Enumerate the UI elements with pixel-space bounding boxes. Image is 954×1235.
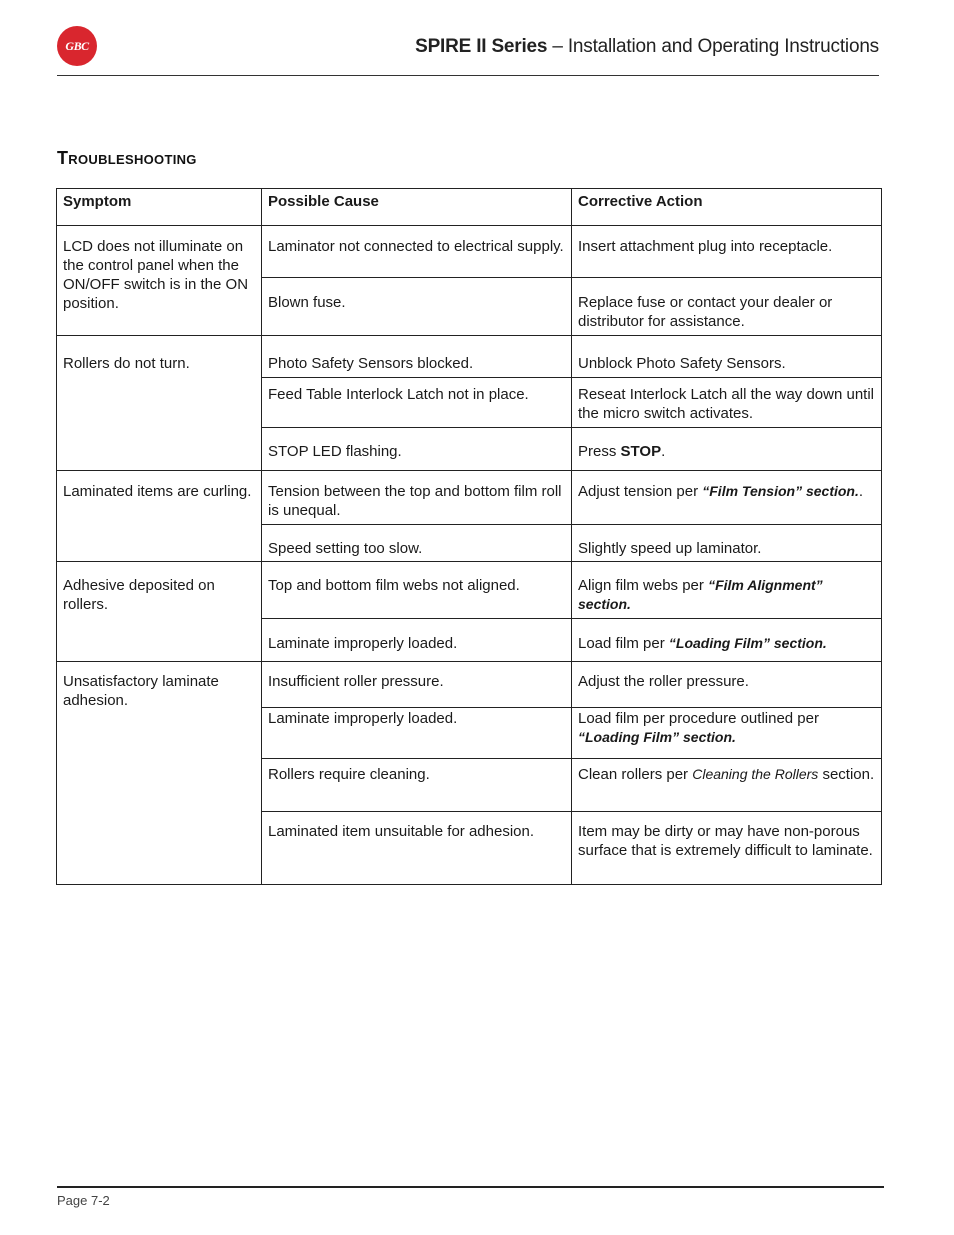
action-cell bbox=[572, 759, 882, 812]
action-text: Load film per bbox=[578, 635, 669, 652]
cause-cell: Laminated item unsuitable for adhesion. bbox=[262, 812, 572, 885]
action-text: . bbox=[661, 443, 666, 460]
action-cell: Replace fuse or contact your dealer or distributor for assistance. bbox=[572, 278, 882, 336]
cause-cell: Feed Table Interlock Latch not in place. bbox=[262, 378, 572, 428]
action-cell: Unblock Photo Safety Sensors. bbox=[572, 336, 882, 378]
section-reference: Cleaning the Rollers bbox=[692, 766, 819, 782]
action-text: Load film per procedure outlined per bbox=[578, 710, 819, 727]
action-text: Clean rollers per bbox=[578, 766, 693, 783]
action-cell bbox=[572, 708, 882, 759]
symptom-cell: LCD does not illuminate on the control panel when the ON/OFF switch is in the ON position. bbox=[57, 226, 262, 336]
cause-cell: Photo Safety Sensors blocked. bbox=[262, 336, 572, 378]
cause-cell: Insufficient roller pressure. bbox=[262, 662, 572, 708]
cause-cell: Tension between the top and bottom film roll is unequal. bbox=[262, 471, 572, 525]
table-row bbox=[57, 226, 882, 278]
action-cell bbox=[572, 428, 882, 471]
table-row bbox=[57, 471, 882, 525]
cause-cell: Speed setting too slow. bbox=[262, 525, 572, 562]
cause-cell: Rollers require cleaning. bbox=[262, 759, 572, 812]
logo-text: GBC bbox=[65, 38, 89, 53]
section-reference: “Loading Film” section. bbox=[578, 729, 736, 745]
section-reference: “Film Tension” section. bbox=[702, 483, 859, 499]
action-cell bbox=[572, 471, 882, 525]
table-row bbox=[57, 336, 882, 378]
header-subtitle: – Installation and Operating Instructions bbox=[547, 36, 879, 57]
action-cell: Adjust the roller pressure. bbox=[572, 662, 882, 708]
section-reference: “Film Alignment” section. bbox=[578, 577, 823, 612]
section-title: Troubleshooting bbox=[57, 148, 197, 168]
cause-cell: Laminate improperly loaded. bbox=[262, 708, 572, 759]
cause-cell: Laminator not connected to electrical supply. bbox=[262, 226, 572, 278]
section-reference: “Loading Film” section. bbox=[668, 635, 827, 651]
table-row bbox=[57, 662, 882, 708]
cause-cell: Blown fuse. bbox=[262, 278, 572, 336]
action-cell: Item may be dirty or may have non-porous surface that is extremely difficult to laminate. bbox=[572, 812, 882, 885]
action-cell: Slightly speed up laminator. bbox=[572, 525, 882, 562]
symptom-cell: Laminated items are curling. bbox=[57, 471, 262, 562]
symptom-cell: Unsatisfactory laminate adhesion. bbox=[57, 662, 262, 885]
cause-cell: Laminate improperly loaded. bbox=[262, 619, 572, 662]
stop-key-label: STOP bbox=[620, 443, 662, 460]
action-cell bbox=[572, 619, 882, 662]
page-number: Page 7-2 bbox=[57, 1193, 110, 1208]
action-cell: Reseat Interlock Latch all the way down until the micro switch activates. bbox=[572, 378, 882, 428]
action-text: section. bbox=[818, 766, 875, 783]
action-cell bbox=[572, 562, 882, 619]
column-header-cause: Possible Cause bbox=[262, 189, 572, 226]
footer-rule bbox=[57, 1186, 884, 1188]
symptom-cell: Rollers do not turn. bbox=[57, 336, 262, 471]
series-name: SPIRE II Series bbox=[415, 36, 548, 57]
column-header-action: Corrective Action bbox=[572, 189, 882, 226]
cause-cell: STOP LED flashing. bbox=[262, 428, 572, 471]
action-text: Adjust tension per bbox=[578, 483, 703, 500]
action-text: Press bbox=[578, 443, 621, 460]
table-header-row bbox=[57, 189, 882, 226]
gbc-logo bbox=[57, 26, 97, 66]
action-text: Align film webs per bbox=[578, 577, 709, 594]
document-header-title bbox=[415, 36, 879, 58]
troubleshooting-table bbox=[56, 188, 882, 885]
symptom-cell: Adhesive deposited on rollers. bbox=[57, 562, 262, 662]
cause-cell: Top and bottom film webs not aligned. bbox=[262, 562, 572, 619]
action-text: . bbox=[858, 483, 864, 500]
table-row bbox=[57, 562, 882, 619]
column-header-symptom: Symptom bbox=[57, 189, 262, 226]
header-rule bbox=[57, 75, 879, 76]
action-cell: Insert attachment plug into receptacle. bbox=[572, 226, 882, 278]
